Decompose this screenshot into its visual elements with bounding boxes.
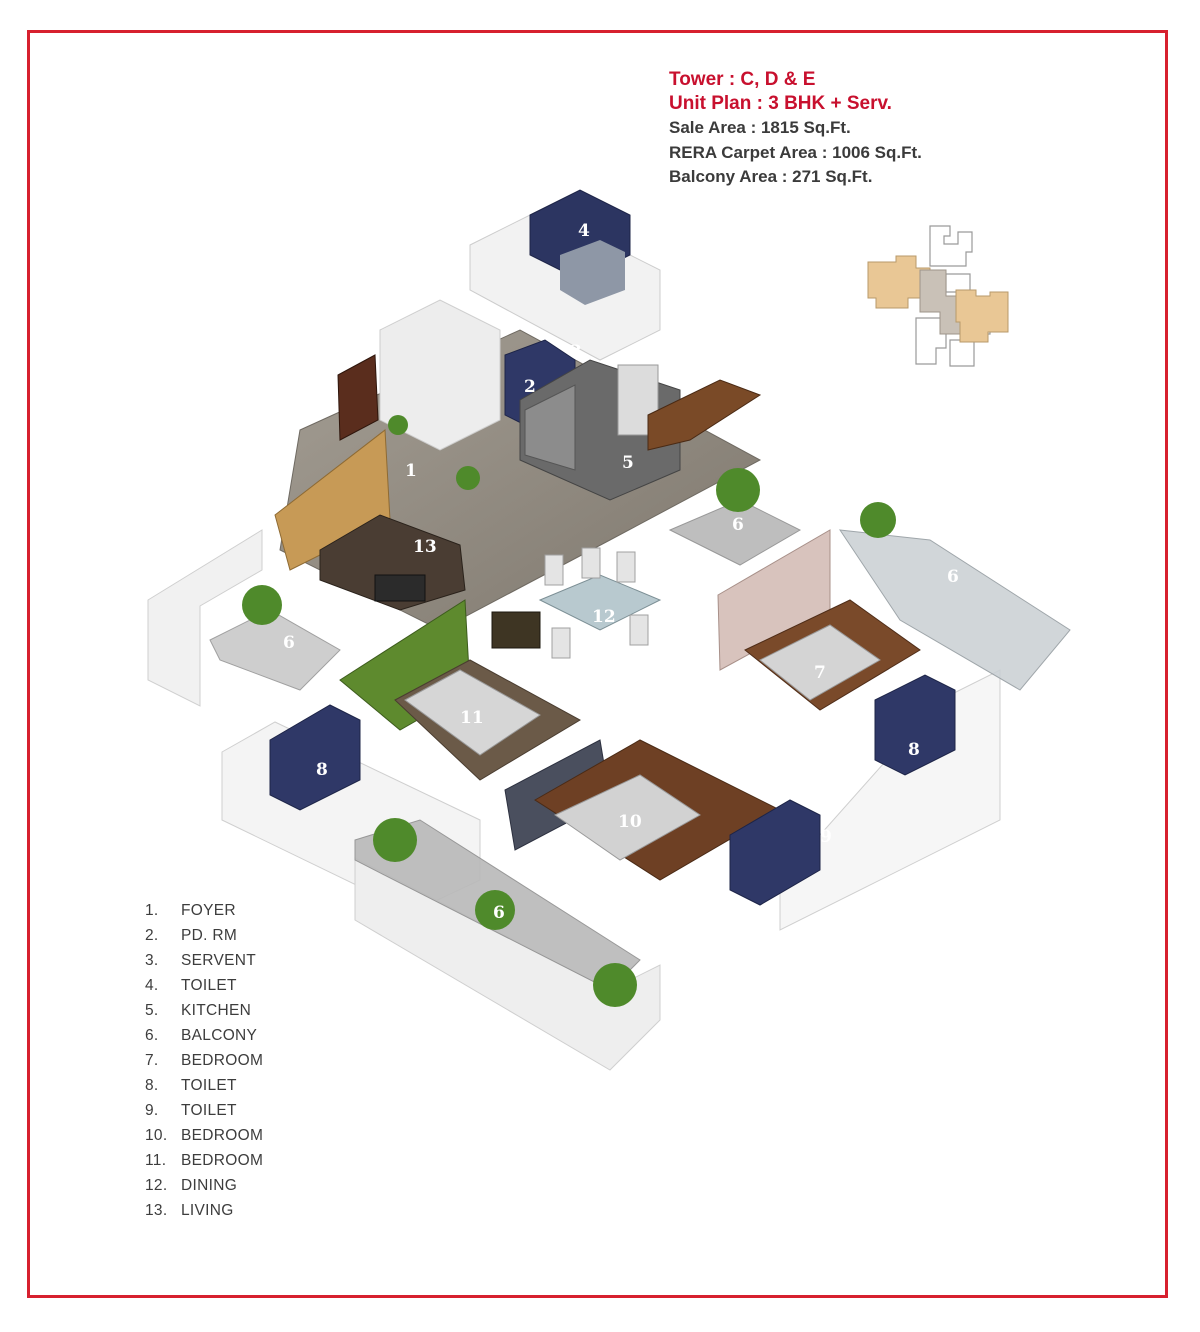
legend-item: 7. BEDROOM bbox=[145, 1052, 264, 1069]
legend-item: 2. PD. RM bbox=[145, 927, 238, 944]
legend-item: 4. TOILET bbox=[145, 977, 237, 994]
sale-area: Sale Area : 1815 Sq.Ft. bbox=[669, 118, 851, 137]
legend-item: 11. BEDROOM bbox=[145, 1152, 264, 1169]
legend-item: 8. TOILET bbox=[145, 1077, 237, 1094]
room-label-bedroom-11: 11 bbox=[460, 708, 484, 728]
room-label-living: 13 bbox=[413, 537, 437, 557]
coffee-table bbox=[375, 575, 425, 601]
room-label-bedroom-10: 10 bbox=[618, 812, 642, 832]
room-legend bbox=[145, 898, 263, 1223]
outer-wall-left bbox=[148, 530, 262, 706]
legend-item: 5. KITCHEN bbox=[145, 1002, 252, 1019]
room-label-toilet-9: 9 bbox=[820, 827, 832, 847]
unit-plan-title: Unit Plan : 3 BHK + Serv. bbox=[669, 93, 892, 114]
legend-item: 9. TOILET bbox=[145, 1102, 237, 1119]
legend-item: 1. FOYER bbox=[145, 902, 236, 919]
tower-title: Tower : C, D & E bbox=[669, 69, 816, 90]
room-label-servent: 3 bbox=[570, 342, 582, 362]
balcony-living bbox=[210, 610, 340, 690]
legend-item: 10. BEDROOM bbox=[145, 1127, 264, 1144]
rera-carpet-area: RERA Carpet Area : 1006 Sq.Ft. bbox=[669, 142, 922, 162]
bedroom-11-tv bbox=[492, 612, 540, 648]
room-label-dining: 12 bbox=[592, 607, 616, 627]
room-label-toilet-8-right: 8 bbox=[908, 740, 920, 760]
room-label-bedroom-7: 7 bbox=[814, 663, 826, 683]
room-label-foyer: 1 bbox=[405, 461, 417, 481]
room-label-toilet-8-left: 8 bbox=[316, 760, 328, 780]
room-label-kitchen: 5 bbox=[622, 453, 634, 473]
legend-item: 13. LIVING bbox=[145, 1202, 234, 1219]
room-label-balcony-bottom: 6 bbox=[493, 903, 505, 923]
room-label-balcony-kitchen: 6 bbox=[732, 515, 744, 535]
room-label-toilet-4: 4 bbox=[578, 221, 590, 241]
legend-item: 6. BALCONY bbox=[145, 1027, 258, 1044]
room-label-pd-rm: 2 bbox=[524, 377, 536, 397]
room-label-balcony-right: 6 bbox=[947, 567, 959, 587]
legend-item: 12. DINING bbox=[145, 1177, 238, 1194]
balcony-area: Balcony Area : 271 Sq.Ft. bbox=[669, 167, 873, 186]
legend-item: 3. SERVENT bbox=[145, 952, 257, 969]
room-label-balcony-living: 6 bbox=[283, 633, 295, 653]
